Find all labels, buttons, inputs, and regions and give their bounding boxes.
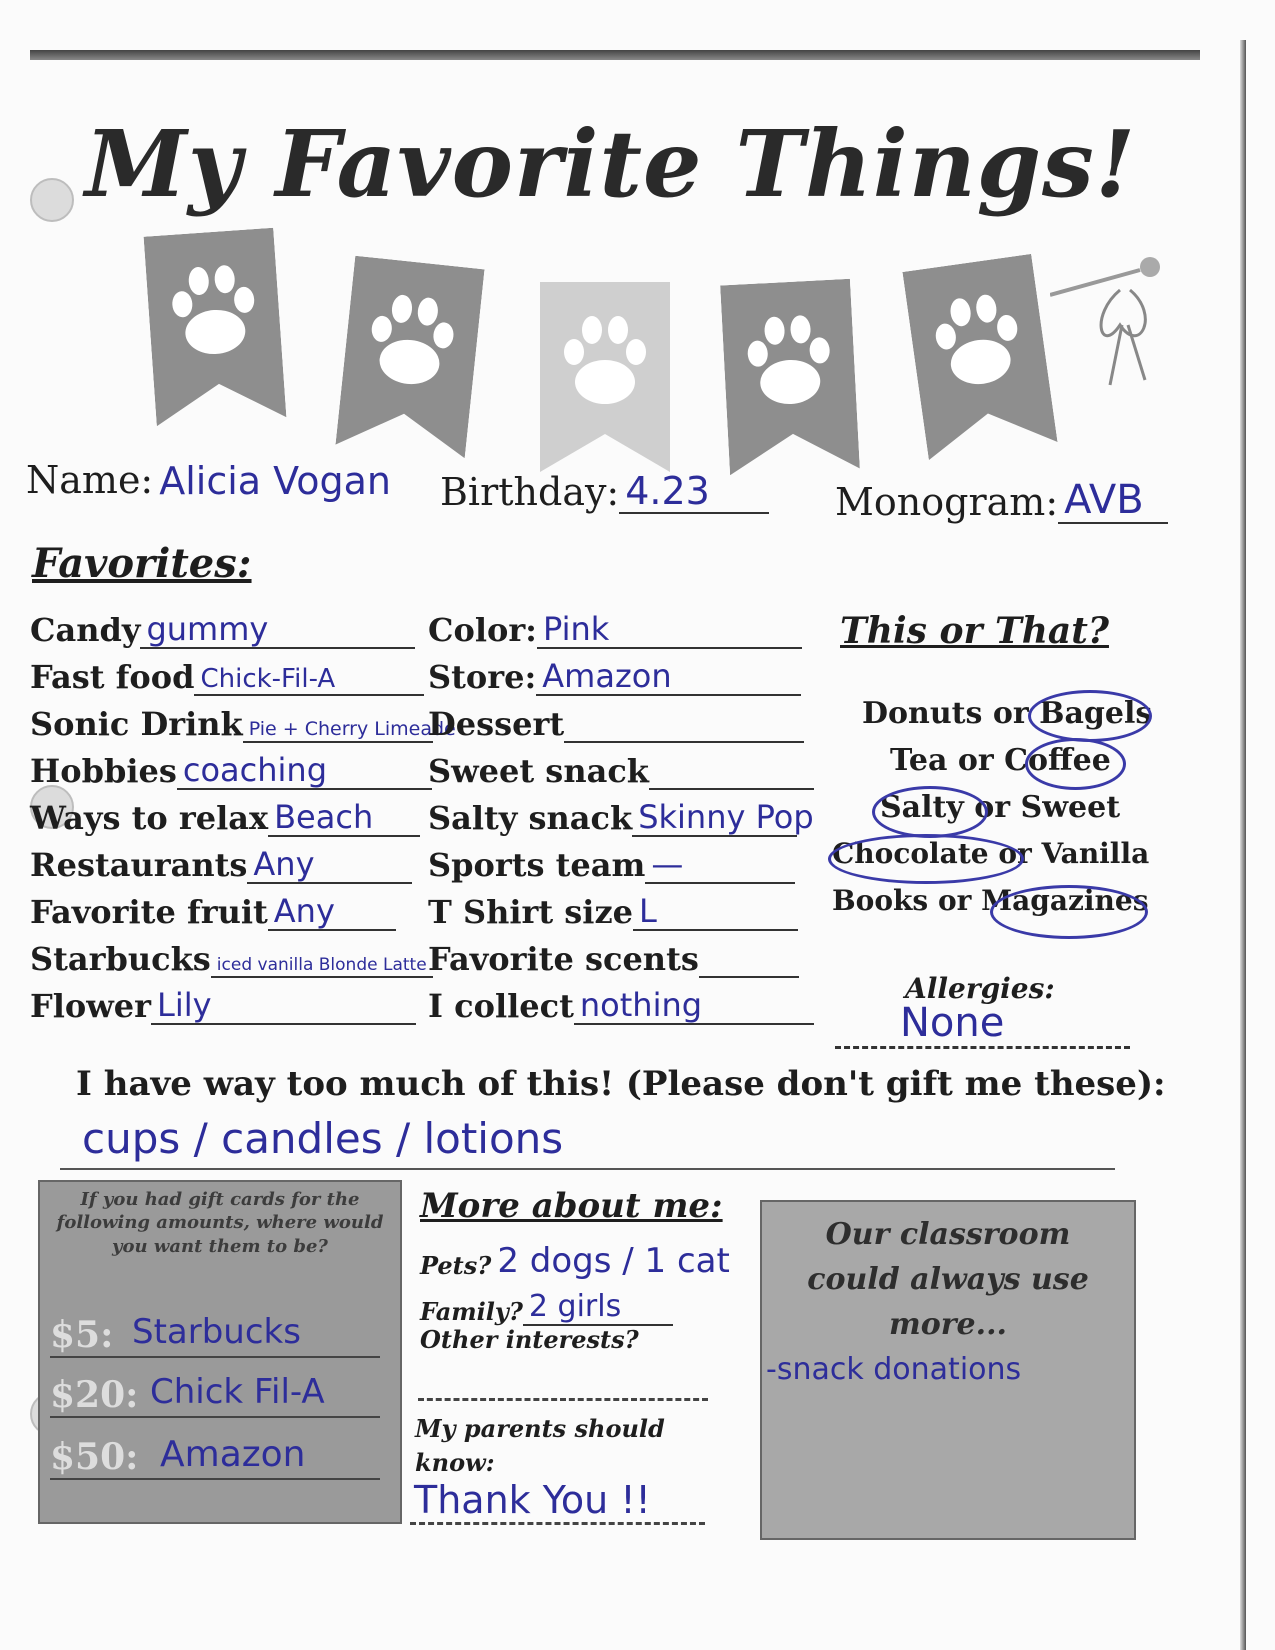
- punch-hole: [30, 178, 74, 222]
- top-edge-shadow: [30, 50, 1200, 60]
- favorite-row: [30, 605, 415, 649]
- field-value: iced vanilla Blonde Latte: [216, 955, 427, 975]
- field-input[interactable]: [633, 893, 798, 931]
- field-value: L: [638, 892, 657, 930]
- paw-print-icon: [902, 254, 1057, 460]
- monogram-field: [835, 477, 1168, 524]
- selection-circle: [990, 885, 1148, 939]
- field-value: Skinny Pop: [638, 798, 814, 836]
- field-label: Sonic Drink: [30, 705, 243, 743]
- gift-value: Amazon: [160, 1434, 306, 1475]
- favorite-row: [428, 934, 799, 978]
- field-value: gummy: [146, 610, 269, 648]
- field-input[interactable]: [194, 658, 424, 696]
- favorite-row: [30, 981, 416, 1025]
- ribbon-bow-icon: [1050, 255, 1180, 395]
- other-interests-input[interactable]: [418, 1368, 708, 1401]
- field-label: Store:: [428, 658, 537, 696]
- classroom-heading: Our classroom could always use more...: [807, 1217, 1089, 1342]
- field-value: Any: [253, 845, 315, 883]
- pets-value: 2 dogs / 1 cat: [497, 1241, 730, 1281]
- choice-row: Salty or Sweet: [880, 790, 1121, 825]
- favorite-row: [428, 605, 802, 649]
- pets-input[interactable]: [491, 1241, 731, 1281]
- field-input[interactable]: [177, 752, 432, 790]
- field-input[interactable]: [699, 940, 799, 978]
- field-label: Dessert: [428, 705, 565, 743]
- birthday-label: Birthday:: [440, 470, 620, 514]
- gift-value: Starbucks: [132, 1312, 301, 1352]
- field-input[interactable]: [243, 705, 456, 743]
- field-label: Starbucks: [30, 940, 211, 978]
- parents-label: My parents should know:: [415, 1414, 665, 1477]
- field-label: T Shirt size: [428, 893, 633, 931]
- favorite-row: [428, 840, 795, 884]
- gift-card-row[interactable]: [50, 1312, 380, 1358]
- favorite-row: [428, 793, 814, 837]
- name-field: [26, 458, 415, 502]
- field-label: Flower: [30, 987, 151, 1025]
- field-value: Pink: [542, 610, 610, 648]
- pets-field: [420, 1236, 731, 1280]
- parents-value: Thank You !!: [414, 1478, 651, 1522]
- field-input[interactable]: [211, 940, 433, 978]
- too-much-input[interactable]: [60, 1112, 1115, 1170]
- paw-print-icon: [540, 282, 670, 472]
- right-edge-shadow: [1240, 40, 1246, 1650]
- field-input[interactable]: [268, 799, 420, 837]
- gift-amount: $5:: [50, 1314, 114, 1356]
- gift-value: Chick Fil-A: [150, 1372, 325, 1412]
- field-input[interactable]: [268, 893, 396, 931]
- birthday-input[interactable]: [619, 469, 769, 514]
- field-value: —: [651, 845, 684, 883]
- monogram-input[interactable]: [1058, 477, 1168, 524]
- field-value: nothing: [579, 986, 703, 1024]
- field-value: Chick-Fil-A: [200, 664, 336, 694]
- gift-cards-heading: If you had gift cards for the following amounts, where would you want them to be?: [56, 1189, 384, 1257]
- favorites-heading: Favorites:: [32, 540, 252, 587]
- favorite-row: [30, 699, 456, 743]
- field-label: Favorite scents: [428, 940, 699, 978]
- favorite-row: [30, 934, 433, 978]
- paw-print-icon: [335, 256, 484, 459]
- field-label: Fast food: [30, 658, 195, 696]
- field-label: Sports team: [428, 846, 646, 884]
- gift-card-row[interactable]: [50, 1372, 380, 1418]
- monogram-value: AVB: [1064, 477, 1144, 523]
- field-label: Hobbies: [30, 752, 177, 790]
- field-input[interactable]: [632, 798, 814, 837]
- field-input[interactable]: [140, 611, 415, 649]
- selection-circle: [872, 786, 988, 838]
- field-input[interactable]: [574, 987, 814, 1025]
- favorite-row: [428, 981, 814, 1025]
- family-field: [420, 1282, 673, 1326]
- paw-print-icon: [144, 228, 287, 427]
- field-value: Pie + Cherry Limeade: [248, 718, 456, 740]
- choice-row: Books or Magazines: [832, 884, 1149, 917]
- name-input[interactable]: [153, 459, 415, 503]
- field-value: Amazon: [542, 657, 672, 695]
- field-input[interactable]: [645, 846, 795, 884]
- birthday-field: [440, 470, 769, 514]
- favorite-row: [30, 793, 420, 837]
- field-input[interactable]: [649, 752, 814, 790]
- field-label: Ways to relax: [30, 799, 269, 837]
- name-value: Alicia Vogan: [159, 459, 391, 503]
- choice-row: Tea or Coffee: [890, 743, 1111, 778]
- parents-input[interactable]: [410, 1478, 705, 1525]
- gift-cards-box: [38, 1180, 402, 1524]
- field-input[interactable]: [247, 846, 412, 884]
- classroom-value: -snack donations: [766, 1352, 1022, 1387]
- choice-row: Donuts or Bagels: [862, 696, 1153, 731]
- paw-print-icon: [720, 279, 860, 476]
- page-title: My Favorite Things!: [85, 110, 1137, 218]
- field-label: I collect: [428, 987, 574, 1025]
- selection-circle: [828, 834, 1024, 884]
- favorite-row: [30, 887, 396, 931]
- family-value: 2 girls: [528, 1289, 622, 1324]
- field-label: Restaurants: [30, 846, 248, 884]
- favorite-row: [428, 887, 798, 931]
- favorite-row: [428, 746, 814, 790]
- field-label: Color:: [428, 611, 537, 649]
- favorite-row: [428, 652, 801, 696]
- classroom-box: [760, 1200, 1136, 1540]
- this-or-that-heading: This or That?: [840, 610, 1109, 652]
- gift-amount: $20:: [50, 1374, 139, 1416]
- field-label: Candy: [30, 611, 141, 649]
- field-label: Favorite fruit: [30, 893, 268, 931]
- field-input[interactable]: [537, 611, 802, 649]
- field-label: Sweet snack: [428, 752, 649, 790]
- allergies-label: Allergies:: [905, 972, 1055, 1005]
- pets-label: Pets?: [420, 1251, 492, 1280]
- monogram-label: Monogram:: [835, 480, 1059, 524]
- family-input[interactable]: [523, 1288, 673, 1326]
- selection-circle: [1028, 690, 1152, 742]
- birthday-value: 4.23: [625, 469, 710, 513]
- field-input[interactable]: [564, 705, 804, 743]
- more-about-heading: More about me:: [420, 1186, 723, 1226]
- selection-circle: [1025, 738, 1126, 790]
- allergies-value: None: [900, 1000, 1005, 1046]
- field-value: Beach: [274, 798, 374, 836]
- choice-row: Chocolate or Vanilla: [832, 837, 1150, 870]
- favorite-row: [30, 840, 412, 884]
- field-value: coaching: [182, 751, 327, 789]
- allergies-input[interactable]: [835, 1000, 1130, 1049]
- other-interests-label: Other interests?: [420, 1325, 639, 1354]
- too-much-label: I have way too much of this! (Please don't gift me these):: [76, 1064, 1166, 1104]
- field-value: Lily: [156, 986, 212, 1024]
- field-input[interactable]: [151, 987, 416, 1025]
- favorite-row: [30, 746, 432, 790]
- family-label: Family?: [420, 1297, 523, 1326]
- too-much-value: cups / candles / lotions: [82, 1114, 564, 1163]
- favorite-row: [30, 652, 424, 696]
- name-label: Name:: [26, 458, 154, 502]
- gift-card-row[interactable]: [50, 1434, 380, 1480]
- field-input[interactable]: [536, 658, 801, 696]
- field-label: Salty snack: [428, 799, 633, 837]
- field-value: Any: [273, 892, 335, 930]
- favorite-row: [428, 699, 804, 743]
- gift-amount: $50:: [50, 1436, 139, 1478]
